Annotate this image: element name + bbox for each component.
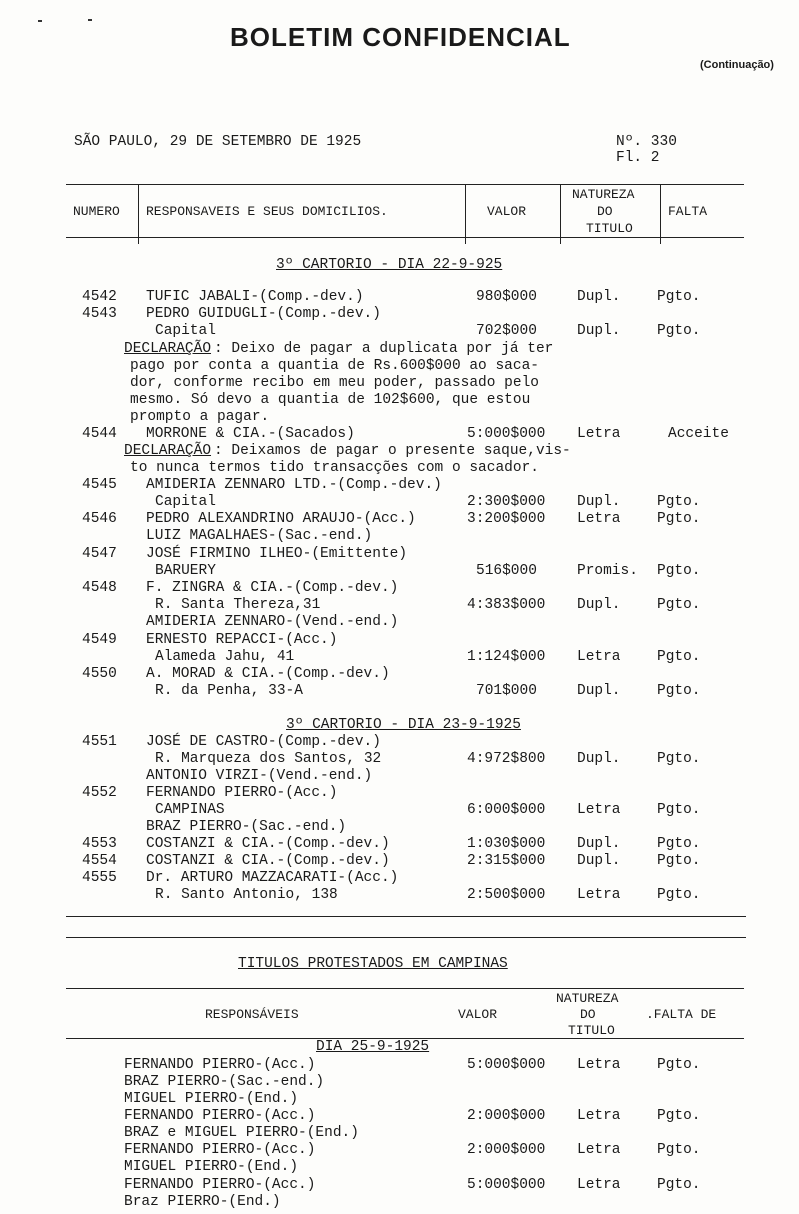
entry-title-type: Letra bbox=[577, 1142, 621, 1158]
entry-default-reason: Pgto. bbox=[657, 887, 701, 903]
entry-title-type: Letra bbox=[577, 426, 621, 442]
ink-mark bbox=[88, 19, 92, 21]
entry-responsible: R. Marqueza dos Santos, 32 bbox=[155, 751, 382, 767]
column-header-natureza: NATUREZA bbox=[572, 187, 635, 202]
entry-responsible: R. Santa Thereza,31 bbox=[155, 597, 321, 613]
campinas-header-natureza: NATUREZA bbox=[556, 991, 619, 1006]
declaration-text: pago por conta a quantia de Rs.600$000 ao saca- bbox=[130, 358, 539, 374]
entry-default-reason: Pgto. bbox=[657, 511, 701, 527]
column-divider bbox=[138, 184, 139, 244]
entry-value: 5:000$000 bbox=[467, 1177, 546, 1193]
entry-responsible: JOSÉ DE CASTRO-(Comp.-dev.) bbox=[146, 734, 381, 750]
ink-mark bbox=[38, 20, 42, 22]
entry-responsible: MORRONE & CIA.-(Sacados) bbox=[146, 426, 355, 442]
entry-title-type: Dupl. bbox=[577, 853, 621, 869]
entry-value: 2:000$000 bbox=[467, 1108, 546, 1124]
entry-responsible: JOSÉ FIRMINO ILHEO-(Emittente) bbox=[146, 546, 408, 562]
entry-value: 980$000 bbox=[476, 289, 537, 305]
entry-responsible: Braz PIERRO-(End.) bbox=[124, 1194, 281, 1210]
end-rule bbox=[66, 916, 746, 917]
declaration-text: prompto a pagar. bbox=[130, 409, 270, 425]
campinas-header-valor: VALOR bbox=[458, 1007, 498, 1022]
entry-title-type: Promis. bbox=[577, 563, 638, 579]
entry-number: 4544 bbox=[82, 426, 117, 442]
entry-responsible: Capital bbox=[155, 494, 216, 510]
entry-value: 516$000 bbox=[476, 563, 537, 579]
entry-responsible: TUFIC JABALI-(Comp.-dev.) bbox=[146, 289, 364, 305]
entry-responsible: LUIZ MAGALHAES-(Sac.-end.) bbox=[146, 528, 373, 544]
campinas-title: TITULOS PROTESTADOS EM CAMPINAS bbox=[238, 956, 508, 972]
column-header-valor: VALOR bbox=[487, 204, 527, 219]
column-divider bbox=[560, 184, 561, 244]
bulletin-number: Nº. 330 bbox=[616, 134, 677, 150]
entry-default-reason: Pgto. bbox=[657, 1177, 701, 1193]
entry-responsible: BRAZ PIERRO-(Sac.-end.) bbox=[124, 1074, 325, 1090]
entry-title-type: Letra bbox=[577, 1177, 621, 1193]
column-divider bbox=[660, 184, 661, 244]
declaration-text: : Deixamos de pagar o presente saque,vis- bbox=[214, 443, 571, 459]
entry-responsible: ANTONIO VIRZI-(Vend.-end.) bbox=[146, 768, 373, 784]
entry-responsible: FERNANDO PIERRO-(Acc.) bbox=[124, 1057, 316, 1073]
campinas-header-natureza-titulo: TITULO bbox=[568, 1023, 615, 1038]
entry-number: 4543 bbox=[82, 306, 117, 322]
entry-responsible: CAMPINAS bbox=[155, 802, 225, 818]
entry-title-type: Dupl. bbox=[577, 323, 621, 339]
entry-number: 4552 bbox=[82, 785, 117, 801]
entry-responsible: ERNESTO REPACCI-(Acc.) bbox=[146, 632, 338, 648]
entry-default-reason: Pgto. bbox=[657, 1142, 701, 1158]
entry-responsible: BARUERY bbox=[155, 563, 216, 579]
entry-number: 4542 bbox=[82, 289, 117, 305]
section-heading: 3º CARTORIO - DIA 23-9-1925 bbox=[286, 717, 521, 733]
entry-responsible: AMIDERIA ZENNARO-(Vend.-end.) bbox=[146, 614, 399, 630]
entry-title-type: Dupl. bbox=[577, 836, 621, 852]
entry-value: 2:300$000 bbox=[467, 494, 546, 510]
declaration-text: dor, conforme recibo em meu poder, passado pelo bbox=[130, 375, 539, 391]
entry-number: 4553 bbox=[82, 836, 117, 852]
campinas-header-natureza-do: DO bbox=[580, 1007, 596, 1022]
entry-title-type: Dupl. bbox=[577, 597, 621, 613]
entry-default-reason: Pgto. bbox=[657, 683, 701, 699]
entry-responsible: MIGUEL PIERRO-(End.) bbox=[124, 1159, 299, 1175]
entry-responsible: FERNANDO PIERRO-(Acc.) bbox=[124, 1108, 316, 1124]
entry-default-reason: Acceite bbox=[668, 426, 729, 442]
entry-responsible: F. ZINGRA & CIA.-(Comp.-dev.) bbox=[146, 580, 399, 596]
declaration-label: DECLARAÇÃO bbox=[124, 443, 212, 459]
entry-default-reason: Pgto. bbox=[657, 1057, 701, 1073]
entry-default-reason: Pgto. bbox=[657, 494, 701, 510]
entry-value: 2:500$000 bbox=[467, 887, 546, 903]
entry-responsible: R. Santo Antonio, 138 bbox=[155, 887, 338, 903]
entry-responsible: FERNANDO PIERRO-(Acc.) bbox=[124, 1142, 316, 1158]
entry-number: 4545 bbox=[82, 477, 117, 493]
entry-default-reason: Pgto. bbox=[657, 836, 701, 852]
entry-value: 4:972$800 bbox=[467, 751, 546, 767]
entry-responsible: MIGUEL PIERRO-(End.) bbox=[124, 1091, 299, 1107]
column-header-responsaveis: RESPONSAVEIS E SEUS DOMICILIOS. bbox=[146, 204, 388, 219]
entry-number: 4547 bbox=[82, 546, 117, 562]
entry-title-type: Letra bbox=[577, 1108, 621, 1124]
entry-value: 5:000$000 bbox=[467, 426, 546, 442]
column-divider bbox=[465, 184, 466, 244]
entry-value: 701$000 bbox=[476, 683, 537, 699]
entry-default-reason: Pgto. bbox=[657, 323, 701, 339]
entry-title-type: Dupl. bbox=[577, 494, 621, 510]
entry-default-reason: Pgto. bbox=[657, 853, 701, 869]
entry-number: 4554 bbox=[82, 853, 117, 869]
entry-default-reason: Pgto. bbox=[657, 649, 701, 665]
entry-title-type: Letra bbox=[577, 887, 621, 903]
entry-responsible: BRAZ e MIGUEL PIERRO-(End.) bbox=[124, 1125, 359, 1141]
entry-number: 4546 bbox=[82, 511, 117, 527]
entry-default-reason: Pgto. bbox=[657, 289, 701, 305]
entry-default-reason: Pgto. bbox=[657, 563, 701, 579]
entry-title-type: Letra bbox=[577, 511, 621, 527]
sheet-number: Fl. 2 bbox=[616, 150, 660, 166]
declaration-text: : Deixo de pagar a duplicata por já ter bbox=[214, 341, 554, 357]
entry-default-reason: Pgto. bbox=[657, 751, 701, 767]
entry-default-reason: Pgto. bbox=[657, 1108, 701, 1124]
entry-value: 5:000$000 bbox=[467, 1057, 546, 1073]
table-header-rule bbox=[66, 237, 744, 238]
declaration-text: mesmo. Só devo a quantia de 102$600, que estou bbox=[130, 392, 531, 408]
entry-title-type: Letra bbox=[577, 1057, 621, 1073]
campinas-header-responsaveis: RESPONSÁVEIS bbox=[205, 1007, 299, 1022]
entry-responsible: Capital bbox=[155, 323, 216, 339]
entry-value: 4:383$000 bbox=[467, 597, 546, 613]
entry-value: 1:124$000 bbox=[467, 649, 546, 665]
entry-number: 4550 bbox=[82, 666, 117, 682]
entry-title-type: Dupl. bbox=[577, 751, 621, 767]
entry-value: 2:000$000 bbox=[467, 1142, 546, 1158]
entry-default-reason: Pgto. bbox=[657, 597, 701, 613]
section-heading: 3º CARTORIO - DIA 22-9-925 bbox=[276, 257, 503, 273]
entry-responsible: AMIDERIA ZENNARO LTD.-(Comp.-dev.) bbox=[146, 477, 442, 493]
entry-responsible: FERNANDO PIERRO-(Acc.) bbox=[124, 1177, 316, 1193]
continuation-label: (Continuação) bbox=[700, 59, 774, 71]
campinas-day-heading: DIA 25-9-1925 bbox=[316, 1039, 430, 1055]
entry-value: 702$000 bbox=[476, 323, 537, 339]
entry-number: 4548 bbox=[82, 580, 117, 596]
entry-responsible: A. MORAD & CIA.-(Comp.-dev.) bbox=[146, 666, 390, 682]
entry-number: 4549 bbox=[82, 632, 117, 648]
entry-number: 4551 bbox=[82, 734, 117, 750]
entry-default-reason: Pgto. bbox=[657, 802, 701, 818]
place-date: SÃO PAULO, 29 DE SETEMBRO DE 1925 bbox=[74, 134, 362, 150]
column-header-natureza-titulo: TITULO bbox=[586, 221, 633, 236]
entry-responsible: PEDRO ALEXANDRINO ARAUJO-(Acc.) bbox=[146, 511, 416, 527]
column-header-natureza-do: DO bbox=[597, 204, 613, 219]
entry-number: 4555 bbox=[82, 870, 117, 886]
campinas-top-rule bbox=[66, 988, 744, 989]
entry-value: 6:000$000 bbox=[467, 802, 546, 818]
entry-title-type: Dupl. bbox=[577, 683, 621, 699]
declaration-label: DECLARAÇÃO bbox=[124, 341, 212, 357]
entry-title-type: Letra bbox=[577, 802, 621, 818]
entry-title-type: Dupl. bbox=[577, 289, 621, 305]
entry-responsible: COSTANZI & CIA.-(Comp.-dev.) bbox=[146, 836, 390, 852]
column-header-numero: NUMERO bbox=[73, 204, 120, 219]
campinas-header-falta: .FALTA DE bbox=[646, 1007, 717, 1022]
entry-responsible: BRAZ PIERRO-(Sac.-end.) bbox=[146, 819, 347, 835]
entry-responsible: Dr. ARTURO MAZZACARATI-(Acc.) bbox=[146, 870, 399, 886]
entry-value: 1:030$000 bbox=[467, 836, 546, 852]
table-top-rule bbox=[66, 184, 744, 185]
entry-responsible: R. da Penha, 33-A bbox=[155, 683, 303, 699]
entry-responsible: FERNANDO PIERRO-(Acc.) bbox=[146, 785, 338, 801]
entry-responsible: Alameda Jahu, 41 bbox=[155, 649, 295, 665]
document-title: BOLETIM CONFIDENCIAL bbox=[230, 22, 571, 52]
entry-title-type: Letra bbox=[577, 649, 621, 665]
end-rule bbox=[66, 937, 746, 938]
column-header-falta: FALTA bbox=[668, 204, 708, 219]
entry-responsible: COSTANZI & CIA.-(Comp.-dev.) bbox=[146, 853, 390, 869]
entry-responsible: PEDRO GUIDUGLI-(Comp.-dev.) bbox=[146, 306, 381, 322]
entry-value: 3:200$000 bbox=[467, 511, 546, 527]
entry-value: 2:315$000 bbox=[467, 853, 546, 869]
declaration-text: to nunca termos tido transacções com o sacador. bbox=[130, 460, 539, 476]
